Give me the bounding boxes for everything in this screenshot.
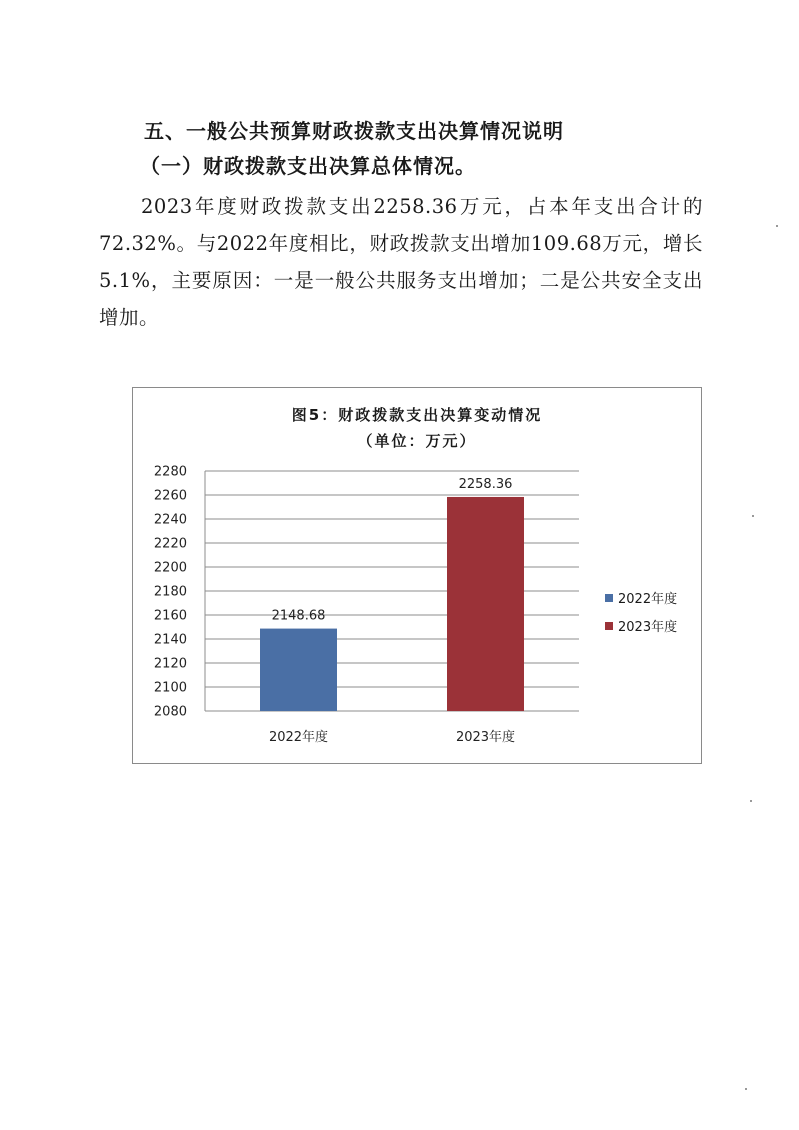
scan-speck [752,515,754,517]
section-heading: 五、一般公共预算财政拨款支出决算情况说明 [144,119,564,143]
scan-speck [745,1088,747,1090]
legend-label: 2023年度 [618,620,678,635]
chart-legend [605,588,677,644]
legend-swatch [605,622,613,630]
y-tick-label: 2100 [153,680,187,696]
y-tick-label: 2280 [153,464,187,480]
legend-label: 2022年度 [618,592,678,607]
legend-swatch [605,594,613,602]
y-tick-label: 2180 [153,584,187,600]
y-tick-label: 2160 [153,608,187,624]
data-label: 2148.68 [271,608,326,624]
bar-2023年度 [447,497,524,711]
bar-2022年度 [260,629,337,711]
scan-speck [750,800,752,802]
y-tick-label: 2260 [153,488,187,504]
bar-chart-plot [133,388,701,763]
chart-subtitle: （单位：万元） [357,432,477,450]
body-paragraph: 2023年度财政拨款支出2258.36万元，占本年支出合计的72.32%。与2022年度相比，财政拨款支出增加109.68万元，增长5.1%，主要原因：一是一般公共服务支出增加；二是公共安全支出增加。 [99,195,703,329]
chart-container [132,387,702,764]
y-tick-label: 2080 [153,704,187,720]
subsection-heading: （一）财政拨款支出决算总体情况。 [140,154,476,178]
x-tick-label: 2022年度 [268,730,329,745]
chart-title: 图5：财政拨款支出决算变动情况 [291,406,543,424]
legend-item [605,616,677,635]
y-tick-label: 2140 [153,632,187,648]
y-tick-label: 2120 [153,656,187,672]
y-tick-label: 2240 [153,512,187,528]
data-label: 2258.36 [458,476,513,492]
y-tick-label: 2200 [153,560,187,576]
y-tick-label: 2220 [153,536,187,552]
scan-speck [776,225,778,227]
legend-item [605,588,677,607]
x-tick-label: 2023年度 [455,730,516,745]
